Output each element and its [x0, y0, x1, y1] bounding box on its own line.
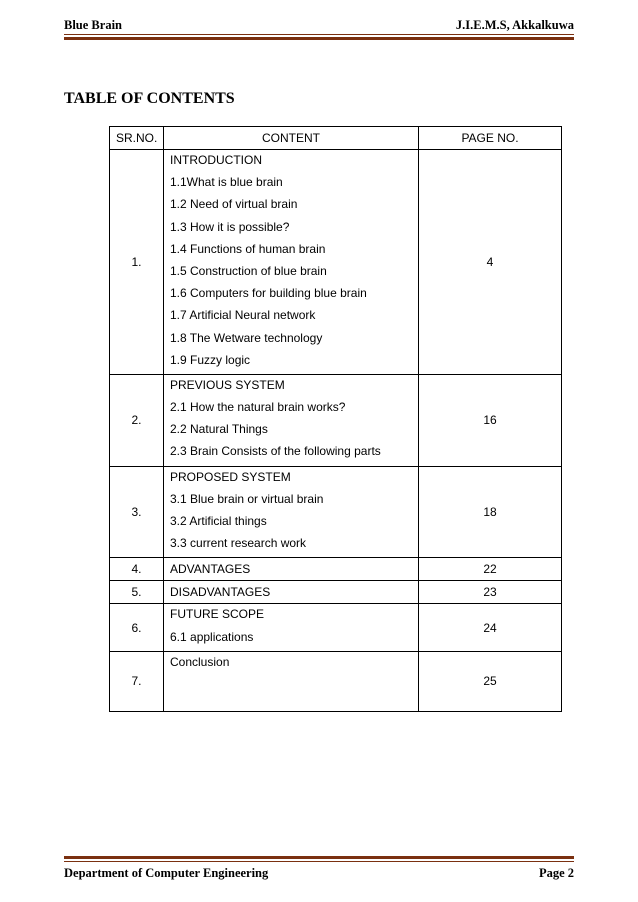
table-row — [110, 581, 562, 604]
header-rule-thick — [64, 37, 574, 40]
page-no-cell: 16 — [419, 374, 562, 466]
sr-no-cell: 3. — [110, 466, 164, 558]
toc-entry: 3.2 Artificial things — [170, 514, 267, 528]
toc-entry: ADVANTAGES — [170, 562, 251, 577]
content-cell — [164, 374, 419, 466]
page-no-cell: 23 — [419, 581, 562, 604]
page-no-cell: 18 — [419, 466, 562, 558]
toc-body — [110, 150, 562, 712]
column-header-pageno: PAGE NO. — [419, 127, 562, 150]
toc-entry: DISADVANTAGES — [170, 585, 271, 600]
toc-entry: 1.4 Functions of human brain — [170, 241, 326, 256]
content-cell — [164, 150, 419, 375]
page-title: TABLE OF CONTENTS — [64, 90, 235, 107]
content-cell — [164, 466, 419, 558]
page-no-cell: 4 — [419, 150, 562, 375]
table-row — [110, 558, 562, 581]
content-cell — [164, 558, 419, 581]
toc-entry: 1.8 The Wetware technology — [170, 330, 323, 345]
header-institute: J.I.E.M.S, Akkalkuwa — [455, 18, 574, 32]
toc-entry: 1.5 Construction of blue brain — [170, 263, 327, 278]
table-row — [110, 604, 562, 651]
table-row — [110, 651, 562, 711]
header-rule-thin — [64, 34, 574, 35]
footer-page-number: Page 2 — [538, 866, 574, 880]
sr-no-cell: 7. — [110, 651, 164, 711]
header-title: Blue Brain — [64, 18, 122, 32]
toc-entry: 1.3 How it is possible? — [170, 219, 290, 234]
toc-entry: Conclusion — [170, 654, 230, 669]
toc-entry: 3.3 current research work — [170, 536, 307, 551]
toc-entry: 3.1 Blue brain or virtual brain — [170, 491, 324, 506]
page-no-cell: 25 — [419, 651, 562, 711]
toc-entry: INTRODUCTION — [170, 153, 262, 167]
sr-no-cell: 4. — [110, 558, 164, 581]
page-no-cell: 22 — [419, 558, 562, 581]
column-header-srno: SR.NO. — [110, 127, 164, 150]
toc-entry: 6.1 applications — [170, 629, 254, 644]
footer-department: Department of Computer Engineering — [64, 866, 269, 880]
footer-rule-thin — [64, 861, 574, 862]
toc-entry: 1.1What is blue brain — [170, 175, 283, 190]
toc-entry: 1.2 Need of virtual brain — [170, 197, 298, 212]
sr-no-cell: 2. — [110, 374, 164, 466]
toc-entry: 2.3 Brain Consists of the following parts — [170, 444, 381, 459]
sr-no-cell: 1. — [110, 150, 164, 375]
toc-entry: PREVIOUS SYSTEM — [170, 377, 285, 392]
toc-entry: 1.7 Artificial Neural network — [170, 308, 316, 323]
column-header-content: CONTENT — [164, 127, 419, 150]
sr-no-cell: 5. — [110, 581, 164, 604]
toc-entry: 2.1 How the natural brain works? — [170, 400, 346, 415]
table-row — [110, 374, 562, 466]
page-no-cell: 24 — [419, 604, 562, 651]
toc-entry: 1.9 Fuzzy logic — [170, 352, 251, 367]
table-row — [110, 150, 562, 375]
toc-entry: FUTURE SCOPE — [170, 607, 265, 622]
content-cell — [164, 581, 419, 604]
sr-no-cell: 6. — [110, 604, 164, 651]
content-cell — [164, 604, 419, 651]
footer-rule-thick — [64, 856, 574, 859]
content-cell — [164, 651, 419, 711]
toc-header-row — [110, 127, 562, 150]
toc-entry: 2.2 Natural Things — [170, 422, 268, 437]
toc-table — [109, 126, 562, 712]
toc-entry: PROPOSED SYSTEM — [170, 469, 291, 484]
toc-entry: 1.6 Computers for building blue brain — [170, 286, 367, 301]
page-header — [64, 10, 574, 32]
table-row — [110, 466, 562, 558]
